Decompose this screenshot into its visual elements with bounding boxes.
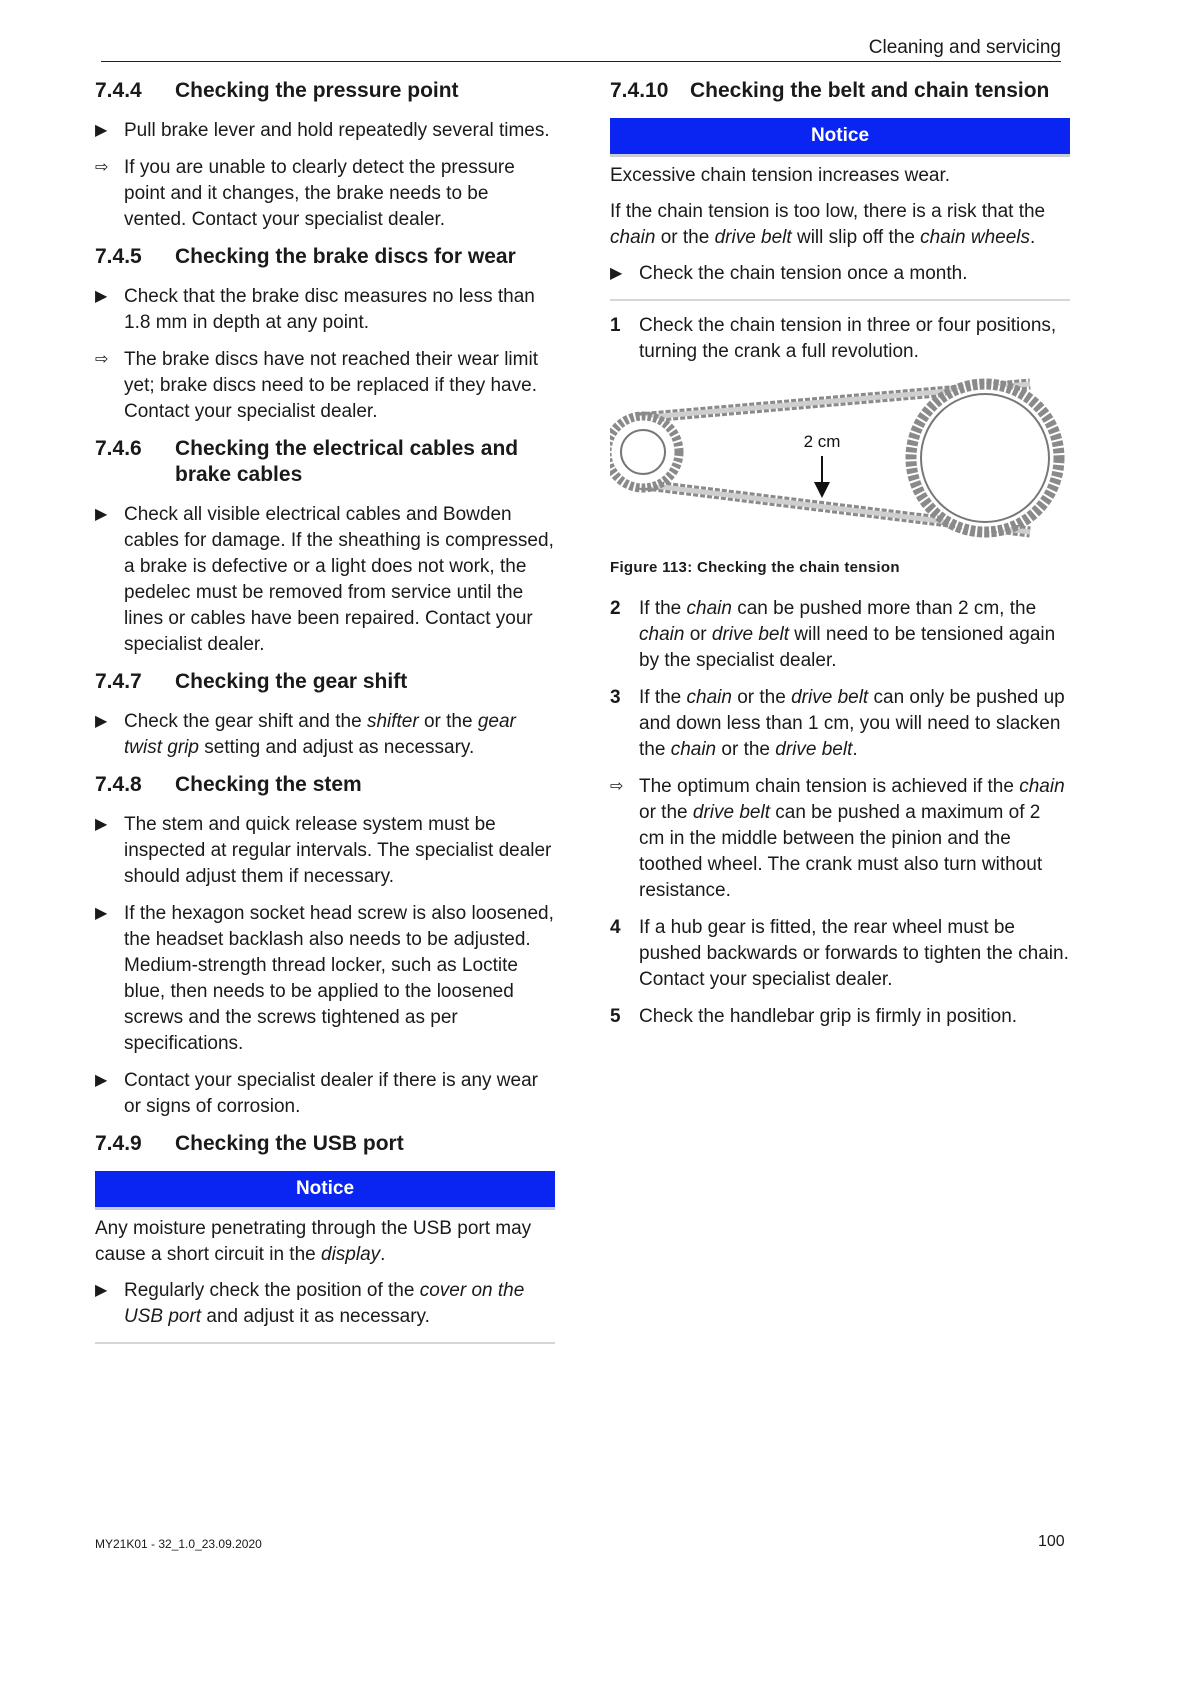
header-rule	[101, 61, 1061, 62]
notice-box-chain	[610, 118, 1070, 301]
notice-box-usb	[95, 1171, 555, 1344]
step-number: 1	[610, 315, 621, 336]
action-step	[610, 261, 1070, 287]
result-step	[95, 347, 555, 425]
notice-text: Any moisture penetrating through the USB port may cause a short circuit in the display.	[95, 1218, 532, 1265]
running-header: Cleaning and servicing	[868, 37, 1061, 58]
section-title: Checking the stem	[175, 773, 362, 796]
right-column	[610, 78, 1070, 1041]
action-arrow-icon: ▶	[95, 905, 108, 922]
action-text: If the hexagon socket head screw is also loosened, the headset backlash also needs to be adjusted. Medium-strength thread locker, such as Loctite blue, then needs to be applied to the loosened screws and the screws tightened as per specifications.	[124, 903, 554, 1054]
notice-text: Excessive chain tension increases wear.	[610, 165, 951, 186]
action-text: Check the chain tension once a month.	[639, 263, 968, 284]
step-number: 5	[610, 1006, 621, 1027]
result-step	[95, 155, 555, 233]
action-arrow-icon: ▶	[95, 506, 108, 523]
action-step	[95, 901, 555, 1057]
chain-drive-illustration	[610, 376, 1070, 551]
section-title: Checking the gear shift	[175, 670, 408, 693]
page-number: 100	[1038, 1533, 1065, 1550]
section-title: Checking the brake discs for wear	[175, 245, 516, 268]
step-text: If a hub gear is fitted, the rear wheel must be pushed backwards or forwards to tighten the chain. Contact your specialist dealer.	[639, 917, 1069, 990]
step-number: 3	[610, 687, 621, 708]
section-heading-7-4-4	[95, 78, 555, 104]
section-number: 7.4.10	[610, 79, 669, 102]
document-id: MY21K01 - 32_1.0_23.09.2020	[95, 1537, 262, 1551]
action-step	[95, 812, 555, 890]
left-column	[95, 78, 555, 1356]
numbered-step-4	[610, 915, 1070, 993]
section-heading-7-4-7	[95, 669, 555, 695]
figure-caption: Figure 113: Checking the chain tension	[610, 559, 900, 576]
step-text: Check the chain tension in three or four positions, turning the crank a full revolution.	[639, 315, 1057, 362]
action-step	[95, 284, 555, 336]
numbered-step-1	[610, 313, 1070, 365]
action-arrow-icon: ▶	[95, 816, 108, 833]
step-text: If the chain can be pushed more than 2 cm, the chain or drive belt will need to be tensioned again by the specialist dealer.	[639, 598, 1056, 671]
section-number: 7.4.4	[95, 79, 142, 102]
measurement-label: 2 cm	[803, 432, 841, 451]
result-step	[610, 774, 1070, 904]
action-arrow-icon: ▶	[95, 1072, 108, 1089]
action-arrow-icon: ▶	[95, 122, 108, 139]
action-step	[95, 1068, 555, 1120]
result-arrow-icon: ⇨	[95, 159, 109, 176]
action-arrow-icon: ▶	[610, 265, 623, 282]
step-number: 4	[610, 917, 621, 938]
section-heading-7-4-5	[95, 244, 555, 270]
result-text: The brake discs have not reached their wear limit yet; brake discs need to be replaced if they have. Contact your specialist dealer.	[124, 349, 538, 422]
numbered-step-5	[610, 1004, 1070, 1030]
section-number: 7.4.9	[95, 1132, 142, 1155]
section-number: 7.4.6	[95, 437, 142, 460]
action-text: Pull brake lever and hold repeatedly several times.	[124, 120, 550, 141]
result-arrow-icon: ⇨	[95, 351, 109, 368]
notice-title: Notice	[95, 1171, 555, 1210]
action-text: Check all visible electrical cables and Bowden cables for damage. If the sheathing is compressed, a brake is defective or a light does not work, the pedelec must be removed from service until the lines or cables have been repaired. Contact your specialist dealer.	[124, 504, 554, 655]
action-step	[95, 118, 555, 144]
action-step	[95, 709, 555, 761]
action-text: Check that the brake disc measures no less than 1.8 mm in depth at any point.	[124, 286, 535, 333]
result-text: The optimum chain tension is achieved if the chain or the drive belt can be pushed a maximum of 2 cm in the middle between the pinion and the toothed wheel. The crank must also turn without resistance.	[639, 776, 1065, 901]
action-arrow-icon: ▶	[95, 288, 108, 305]
section-title: Checking the USB port	[175, 1132, 404, 1155]
action-arrow-icon: ▶	[95, 713, 108, 730]
step-number: 2	[610, 598, 621, 619]
section-title: Checking the pressure point	[175, 79, 459, 102]
section-number: 7.4.7	[95, 670, 142, 693]
section-heading-7-4-6	[95, 436, 555, 488]
section-title: Checking the belt and chain tension	[690, 79, 1050, 102]
section-number: 7.4.8	[95, 773, 142, 796]
result-arrow-icon: ⇨	[610, 778, 624, 795]
result-text: If you are unable to clearly detect the pressure point and it changes, the brake needs to be vented. Contact your specialist dealer.	[124, 157, 515, 230]
action-step	[95, 1278, 555, 1330]
section-heading-7-4-10	[610, 78, 1070, 104]
section-number: 7.4.5	[95, 245, 142, 268]
action-text: Regularly check the position of the cover on the USB port and adjust it as necessary.	[124, 1280, 525, 1327]
notice-title: Notice	[610, 118, 1070, 157]
section-heading-7-4-9	[95, 1131, 555, 1157]
chain-tension-figure	[610, 376, 1070, 551]
numbered-step-2	[610, 596, 1070, 674]
section-heading-7-4-8	[95, 772, 555, 798]
numbered-step-3	[610, 685, 1070, 763]
step-text: If the chain or the drive belt can only be pushed up and down less than 1 cm, you will need to slacken the chain or the drive belt.	[639, 687, 1065, 760]
action-arrow-icon: ▶	[95, 1282, 108, 1299]
section-title: Checking the electrical cables and brake cables	[175, 437, 519, 486]
action-text: Check the gear shift and the shifter or the gear twist grip setting and adjust as necessary.	[124, 711, 516, 758]
action-text: The stem and quick release system must be inspected at regular intervals. The specialist dealer should adjust them if necessary.	[124, 814, 552, 887]
notice-text: If the chain tension is too low, there is a risk that the chain or the drive belt will slip off the chain wheels.	[610, 201, 1046, 248]
action-text: Contact your specialist dealer if there is any wear or signs of corrosion.	[124, 1070, 538, 1117]
action-step	[95, 502, 555, 658]
step-text: Check the handlebar grip is firmly in position.	[639, 1006, 1018, 1027]
